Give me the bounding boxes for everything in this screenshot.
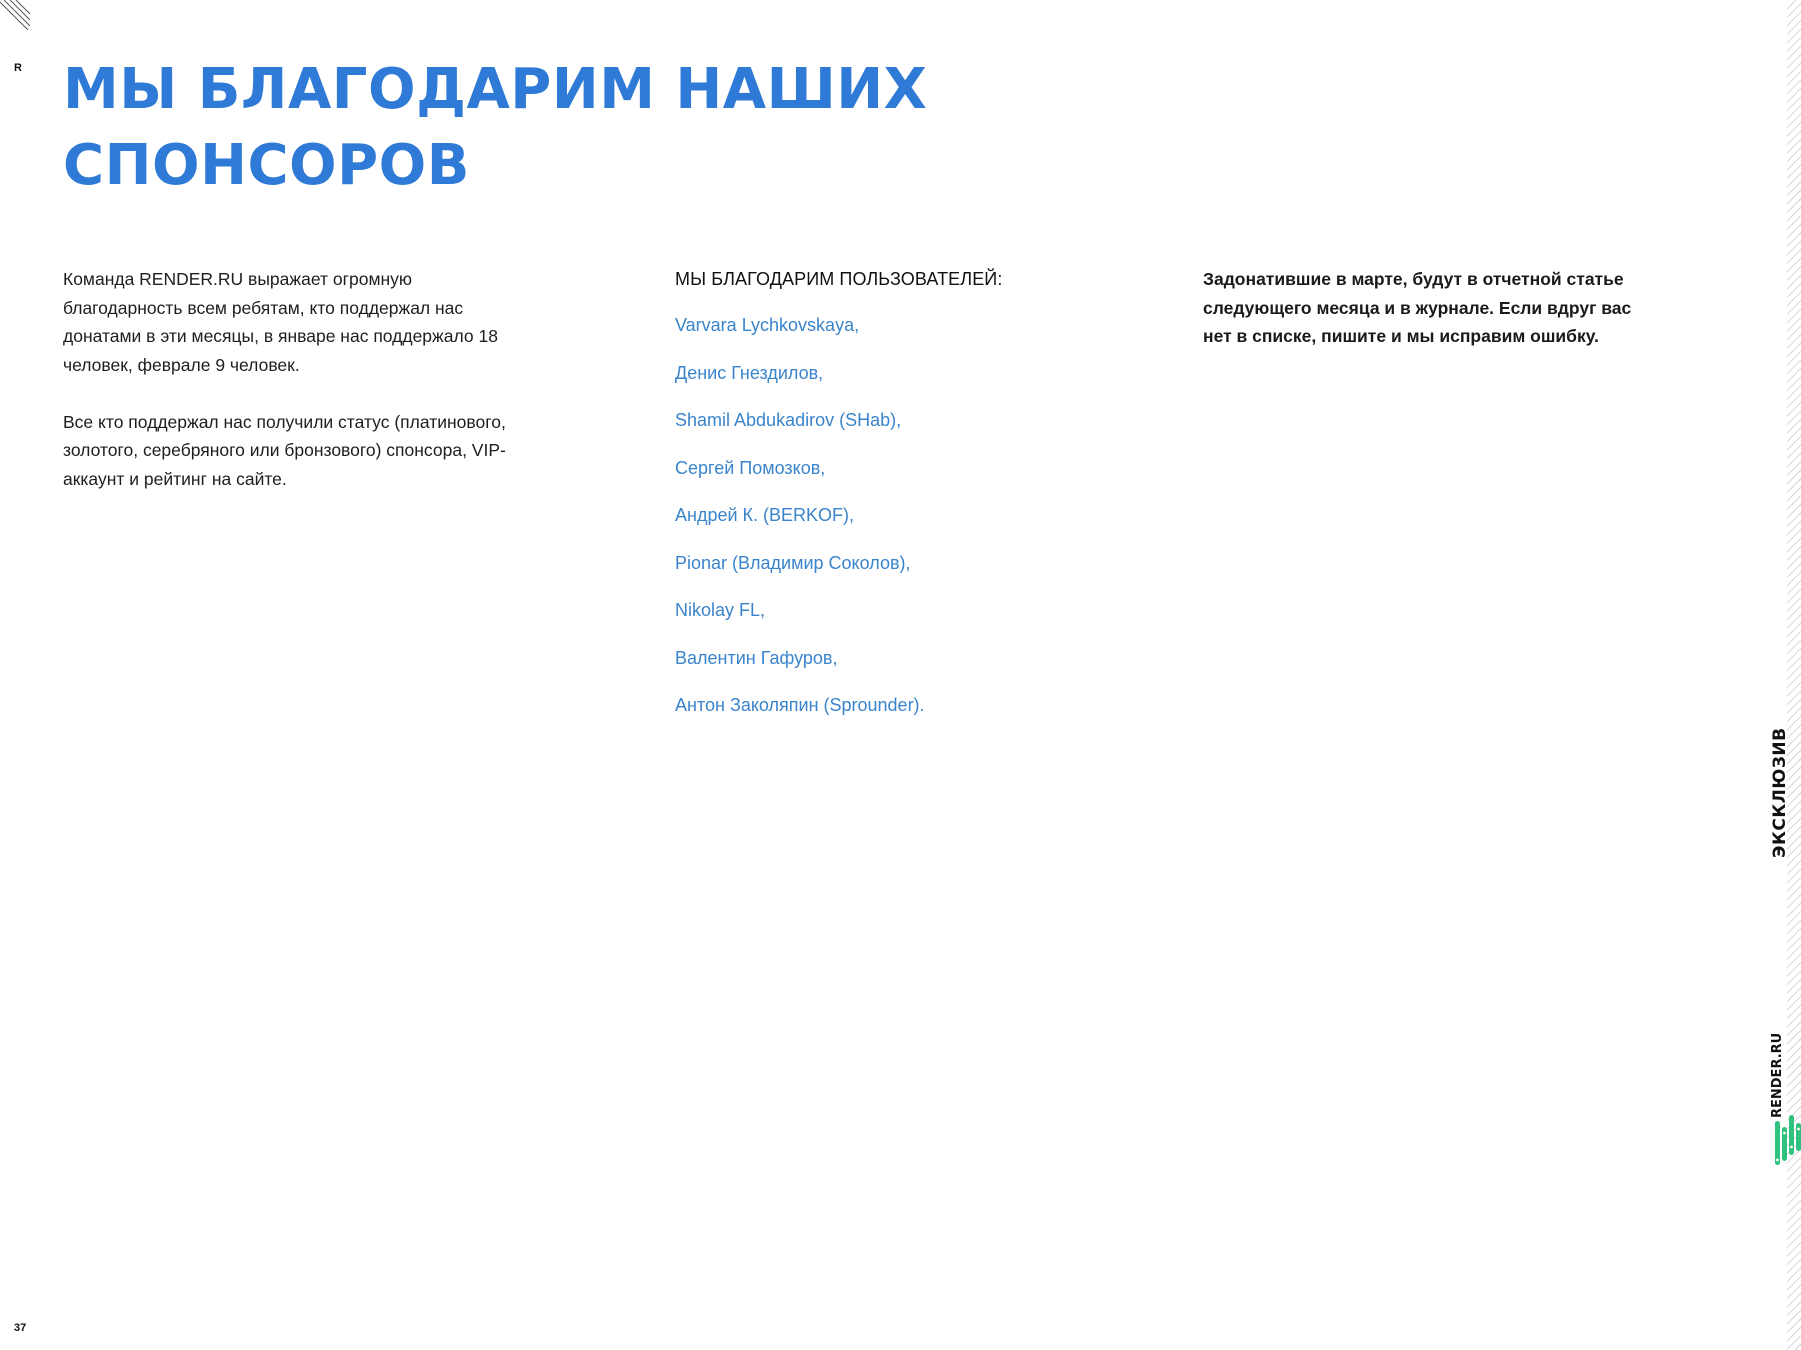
- user-link[interactable]: Андрей К. (BERKOF),: [675, 505, 855, 525]
- intro-column: [63, 265, 533, 493]
- intro-paragraph-1: Команда RENDER.RU выражает огромную благодарность всем ребятам, кто поддержал нас донатами в эти месяцы, в январе нас поддержало 18 человек, феврале 9 человек.: [63, 269, 498, 375]
- user-link[interactable]: Антон Заколяпин (Sprounder).: [675, 695, 925, 715]
- donation-note: Задонатившие в марте, будут в отчетной статье следующего месяца и в журнале. Если вдруг вас нет в списке, пишите и мы исправим ошибку.: [1203, 269, 1632, 346]
- user-link[interactable]: Varvara Lychkovskaya,: [675, 315, 860, 335]
- render-logo-icon: [1771, 1105, 1801, 1167]
- user-link[interactable]: Nikolay FL,: [675, 600, 766, 620]
- note-column: [1203, 265, 1663, 351]
- section-label-vertical: ЭКСКЛЮЗИВ: [1770, 727, 1790, 858]
- user-link[interactable]: Сергей Помозков,: [675, 457, 826, 478]
- user-link[interactable]: Денис Гнездилов,: [675, 362, 824, 383]
- intro-paragraph-2: Все кто поддержал нас получили статус (платинового, золотого, серебряного или бронзового) спонсора, VIP-аккаунт и рейтинг на сайте.: [63, 411, 506, 489]
- page-title: [63, 52, 963, 204]
- side-letter: R: [14, 62, 22, 74]
- user-link[interactable]: Pionar (Владимир Соколов),: [675, 552, 911, 573]
- thanks-list-heading: МЫ БЛАГОДАРИМ ПОЛЬЗОВАТЕЛЕЙ:: [675, 269, 1003, 289]
- thanks-user-list: [675, 311, 1095, 739]
- page-title-line-2: СПОНСОРОВ: [63, 133, 470, 198]
- user-link[interactable]: Shamil Abdukadirov (SHab),: [675, 410, 902, 430]
- user-link[interactable]: Валентин Гафуров,: [675, 647, 838, 668]
- page-title-line-1: МЫ БЛАГОДАРИМ НАШИХ: [63, 57, 928, 122]
- thanks-column: [675, 265, 1095, 739]
- page-number: 37: [14, 1322, 27, 1334]
- corner-hatch-decoration: [0, 0, 30, 30]
- brand-name-vertical: RENDER.RU: [1770, 1032, 1785, 1118]
